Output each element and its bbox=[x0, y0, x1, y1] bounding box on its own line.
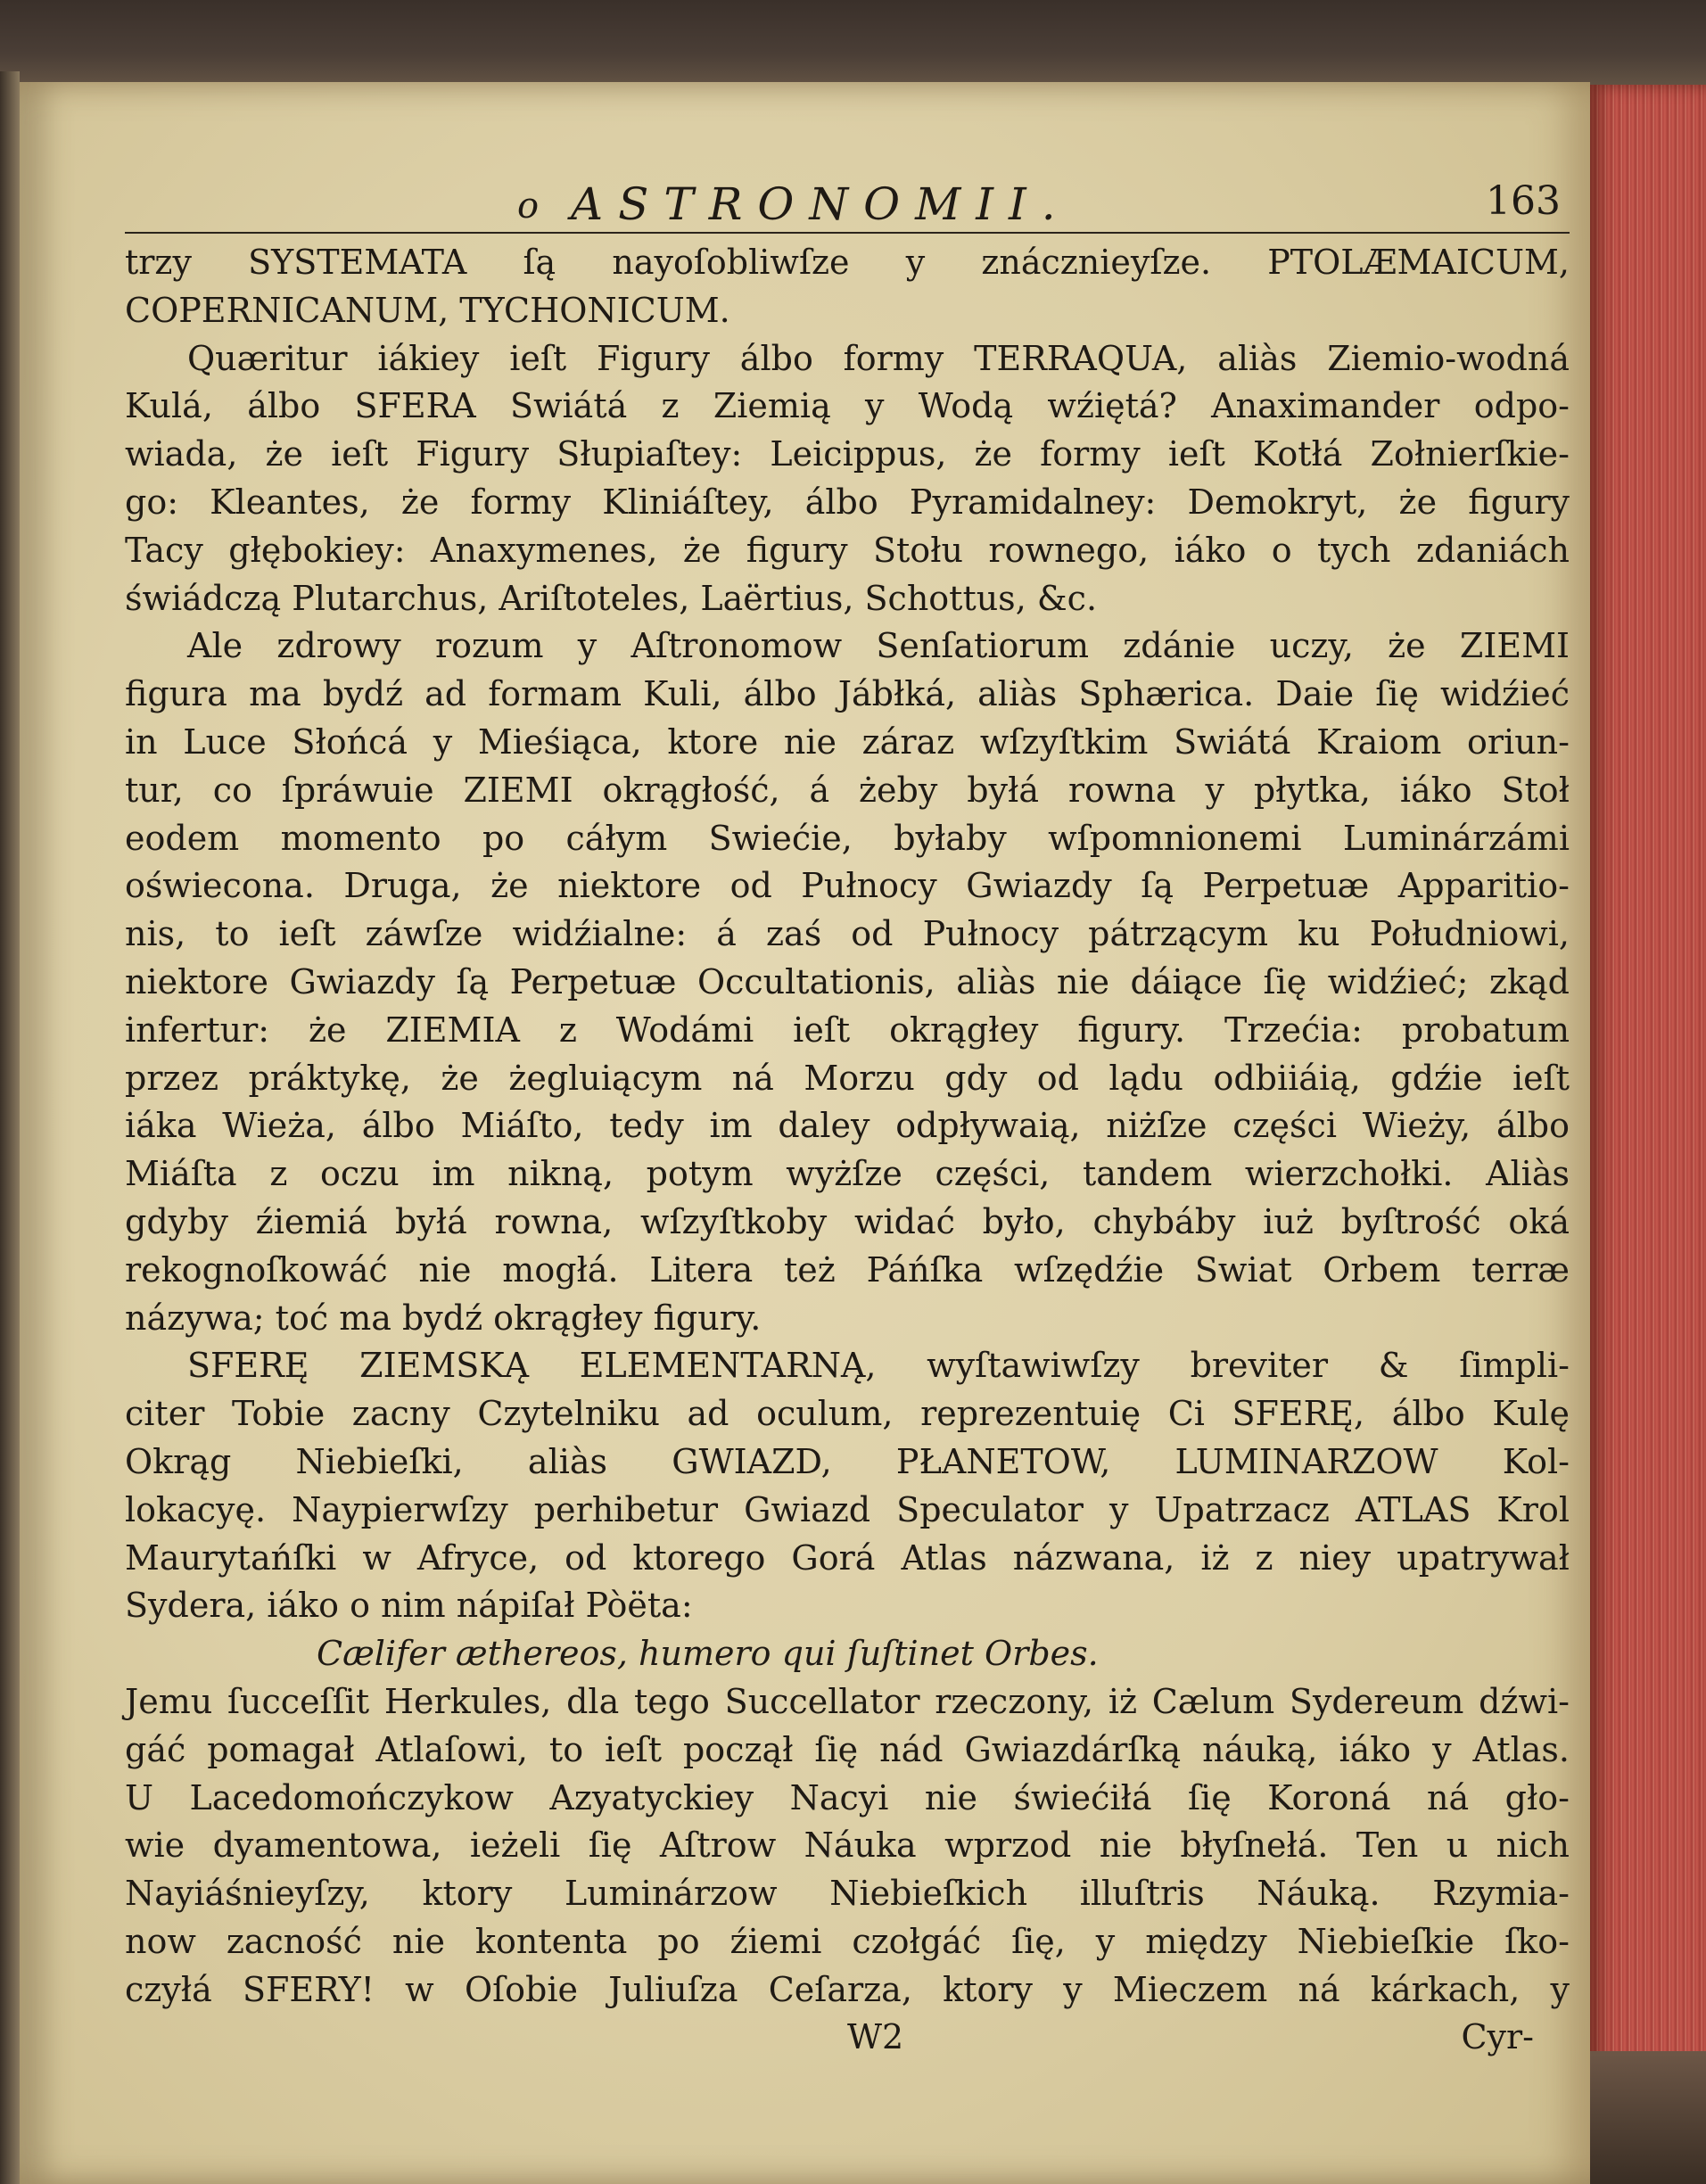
page-footer bbox=[125, 2014, 1570, 2062]
signature-mark: W2 bbox=[847, 2017, 904, 2057]
running-head bbox=[125, 178, 1570, 234]
text-line: SFERĘ ZIEMSKĄ ELEMENTARNĄ, wyſtawiwſzy breviter & ſimpli- bbox=[187, 1346, 1570, 1386]
text-line: tur, co ſpráwuie ZIEMI okrągłość, á żeby byłá rowna y płytka, iáko Stoł bbox=[125, 770, 1570, 810]
text-line: czyłá SFERY! w Oſobie Juliuſza Ceſarza, ktory y Mieczem ná kárkach, y bbox=[125, 1969, 1570, 2009]
text-line: przez práktykę, że żegluiącym ná Morzu gdy od lądu odbiiáią, gdźie ieſt bbox=[125, 1058, 1570, 1098]
text-line: citer Tobie zacny Czytelniku ad oculum, reprezentuię Ci SFERĘ, álbo Kulę bbox=[125, 1394, 1570, 1434]
text-line: Sydera, iáko o nim nápiſał Pòëta: bbox=[125, 1586, 693, 1626]
text-line: iáka Wieża, álbo Miáſto, tedy im daley odpływaią, niżſze części Wieży, álbo bbox=[125, 1106, 1570, 1146]
text-line: nis, to ieſt záwſze widźialne: á zaś od Pułnocy pátrzącym ku Południowi, bbox=[125, 914, 1570, 954]
text-line: oświecona. Druga, że niektore od Pułnocy Gwiazdy ſą Perpetuæ Apparitio- bbox=[125, 866, 1570, 906]
page-fore-edge bbox=[1590, 85, 1706, 2184]
text-line: rekognoſkowáć nie mogłá. Litera też Páńſka wſzędźie Swiat Orbem terræ bbox=[125, 1249, 1570, 1290]
page-gutter bbox=[0, 71, 20, 2184]
text-line: Miáſta z oczu im nikną, potym wyżſze części, tandem wierzchołki. Aliàs bbox=[125, 1154, 1570, 1194]
text-line: infertur: że ZIEMIA z Wodámi ieſt okrągłey figury. Trzećia: probatum bbox=[125, 1010, 1570, 1050]
text-line: Kulá, álbo SFERA Swiátá z Ziemią y Wodą wźiętá? Anaximander odpo- bbox=[125, 386, 1570, 426]
text-line: wie dyamentowa, ieżeli ſię Aſtrow Náuka wprzod nie błyſnełá. Ten u nich bbox=[125, 1825, 1570, 1866]
book-page bbox=[20, 82, 1590, 2184]
text-line: świádczą Plutarchus, Ariſtoteles, Laërtius, Schottus, &c. bbox=[125, 578, 1098, 618]
text-line: eodem momento po cáłym Swiećie, byłaby wſpomnionemi Luminárzámi bbox=[125, 818, 1570, 858]
running-head-title: ASTRONOMII. bbox=[571, 178, 1071, 230]
text-line: now zacność nie kontenta po źiemi czołgáć ſię, y między Niebieſkie ſko- bbox=[125, 1921, 1570, 1961]
text-line: lokacyę. Naypierwſzy perhibetur Gwiazd Speculator y Upatrzacz ATLAS Krol bbox=[125, 1489, 1570, 1529]
running-head-prefix: o bbox=[517, 185, 540, 227]
text-line: Quæritur iákiey ieſt Figury álbo formy TERRAQUA, aliàs Ziemio-wodná bbox=[187, 338, 1570, 378]
text-line: Jemu ſucceſſit Herkules, dla tego Succellator rzeczony, iż Cælum Sydereum dźwi- bbox=[125, 1681, 1570, 1721]
text-line: niektore Gwiazdy ſą Perpetuæ Occultationis, aliàs nie dáiące ſię widźieć; zkąd bbox=[125, 961, 1570, 1001]
text-line: trzy SYSTEMATA ſą nayoſobliwſze y znácznieyſze. PTOLÆMAICUM, bbox=[125, 243, 1570, 282]
text-line: Ale zdrowy rozum y Aſtronomow Senſatiorum zdánie uczy, że ZIEMI bbox=[187, 626, 1570, 666]
text-line: U Lacedomończykow Azyatyckiey Nacyi nie świećiłá ſię Koroná ná gło- bbox=[125, 1777, 1570, 1817]
page-number: 163 bbox=[1486, 178, 1561, 224]
text-line: COPERNICANUM, TYCHONICUM. bbox=[125, 290, 730, 330]
text-line: gdyby źiemiá byłá rowna, wſzyſtkoby widać było, chybáby iuż byſtrość oká bbox=[125, 1201, 1570, 1241]
text-line: go: Kleantes, że formy Kliniáſtey, álbo Pyramidalney: Demokryt, że figury bbox=[125, 482, 1570, 522]
catchword: Cyr- bbox=[1461, 2017, 1534, 2057]
verse-line: Cælifer æthereos, humero qui ſuſtinet Orbes. bbox=[317, 1634, 1099, 1674]
text-line: Okrąg Niebieſki, aliàs GWIAZD, PŁANETOW, LUMINARZOW Kol- bbox=[125, 1441, 1570, 1481]
text-line: Nayiáśnieyſzy, ktory Luminárzow Niebieſkich illuſtris Náuką. Rzymia- bbox=[125, 1874, 1570, 1914]
text-line: wiada, że ieſt Figury Słupiaſtey: Leicippus, że formy ieſt Kotłá Zołnierſkie- bbox=[125, 434, 1570, 474]
text-line: gáć pomagał Atlaſowi, to ieſt począł ſię nád Gwiazdárſką náuką, iáko y Atlas. bbox=[125, 1729, 1570, 1769]
text-line: názywa; toć ma bydź okrągłey figury. bbox=[125, 1298, 762, 1338]
text-line: figura ma bydź ad formam Kuli, álbo Jábłká, aliàs Sphærica. Daie ſię widźieć bbox=[125, 674, 1570, 714]
text-block bbox=[125, 178, 1570, 2062]
text-line: in Luce Słońcá y Mieśiąca, ktore nie záraz wſzyſtkim Swiátá Kraiom oriun- bbox=[125, 721, 1570, 762]
text-line: Maurytańſki w Afryce, od ktorego Gorá Atlas názwana, iż z niey upatrywał bbox=[125, 1537, 1570, 1578]
text-line: Tacy głębokiey: Anaxymenes, że figury Stołu rownego, iáko o tych zdaniách bbox=[125, 530, 1570, 570]
